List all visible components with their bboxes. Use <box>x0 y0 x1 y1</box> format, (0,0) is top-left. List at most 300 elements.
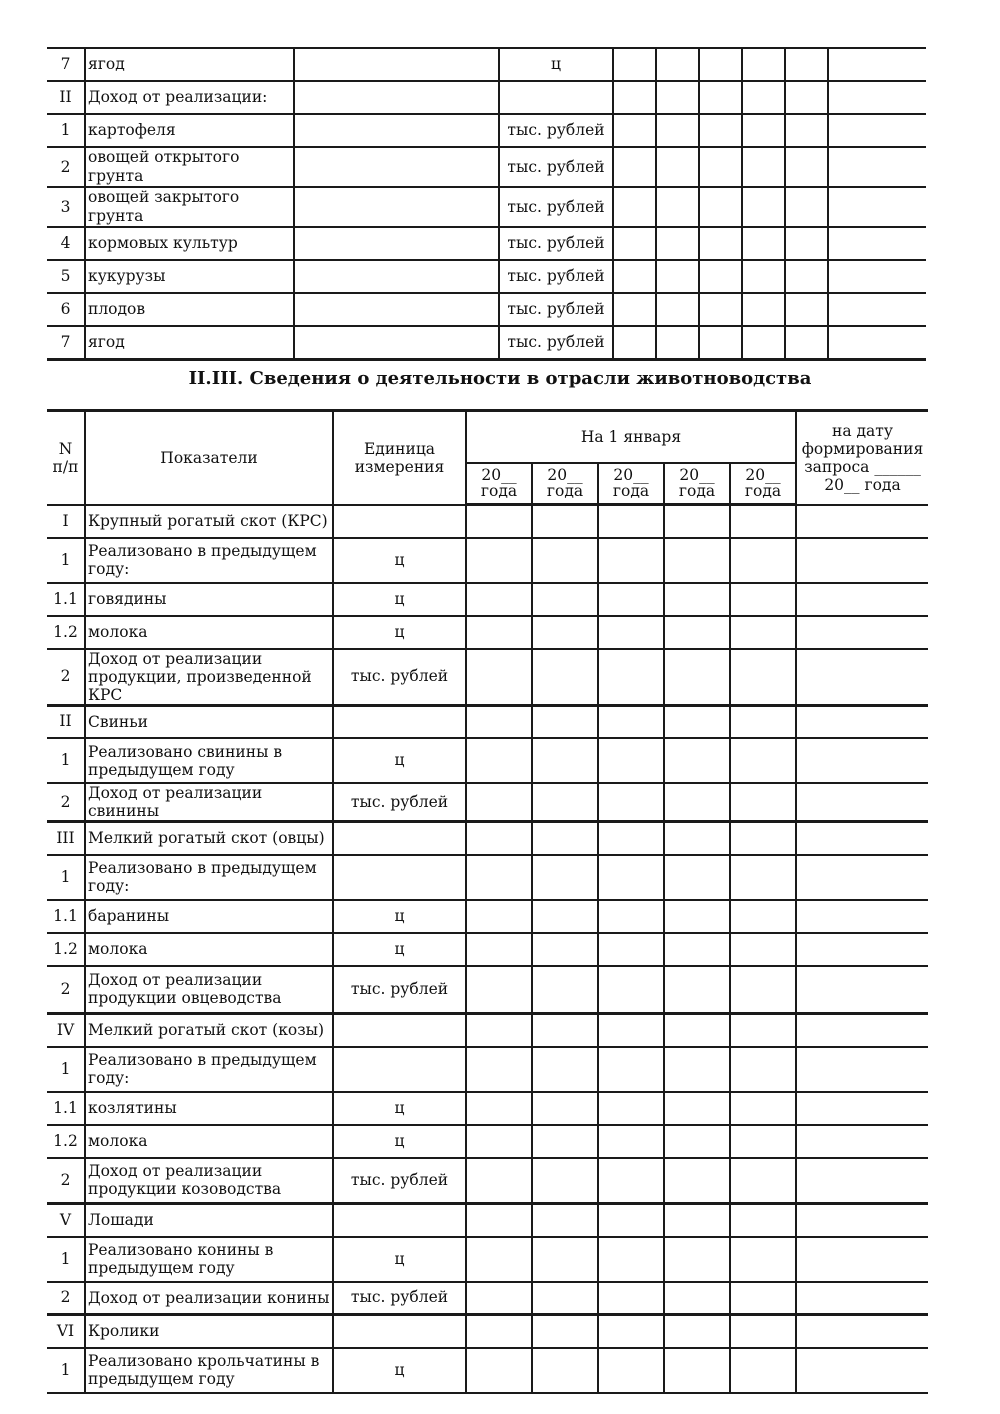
row-unit: ц <box>333 1125 466 1158</box>
value-cell[interactable] <box>656 326 699 360</box>
value-cell[interactable] <box>730 855 796 900</box>
row-unit: тыс. рублей <box>499 114 613 147</box>
value-cell[interactable] <box>730 783 796 822</box>
table-row <box>47 705 928 738</box>
value-cell[interactable] <box>466 1282 532 1315</box>
row-unit: тыс. рублей <box>333 649 466 706</box>
value-cell[interactable] <box>742 81 785 114</box>
header-num: N п/п <box>47 411 85 505</box>
row-number: 1 <box>47 114 85 147</box>
value-cell[interactable] <box>466 1204 532 1237</box>
value-cell[interactable] <box>466 505 532 538</box>
value-cell[interactable] <box>796 966 928 1014</box>
value-cell[interactable] <box>730 1348 796 1393</box>
crop-table-body <box>47 48 926 360</box>
value-cell[interactable] <box>699 48 742 81</box>
value-cell[interactable] <box>828 48 926 81</box>
value-cell[interactable] <box>785 187 828 227</box>
value-cell[interactable] <box>742 293 785 326</box>
value-cell[interactable] <box>828 293 926 326</box>
value-cell[interactable] <box>656 293 699 326</box>
value-cell[interactable] <box>613 326 656 360</box>
row-name: молока <box>85 933 333 966</box>
row-name: Реализовано в предыдущем году: <box>85 538 333 583</box>
row-name: Доход от реализации продукции, произведенной КРС <box>85 649 333 706</box>
value-cell[interactable] <box>598 1204 664 1237</box>
table-row <box>47 616 928 649</box>
value-cell[interactable] <box>598 1125 664 1158</box>
value-cell[interactable] <box>664 1237 730 1282</box>
value-cell[interactable] <box>598 1014 664 1047</box>
value-cell[interactable] <box>730 1204 796 1237</box>
value-cell[interactable] <box>598 1282 664 1315</box>
value-cell[interactable] <box>664 1348 730 1393</box>
table-row <box>47 1204 928 1237</box>
value-cell[interactable] <box>532 1125 598 1158</box>
value-cell[interactable] <box>532 1158 598 1204</box>
row-unit: тыс. рублей <box>499 326 613 360</box>
value-cell[interactable] <box>699 260 742 293</box>
table-row <box>47 1282 928 1315</box>
value-cell[interactable] <box>796 1047 928 1092</box>
value-cell[interactable] <box>742 147 785 187</box>
value-cell[interactable] <box>598 900 664 933</box>
value-cell[interactable] <box>730 1237 796 1282</box>
value-cell[interactable] <box>796 505 928 538</box>
value-cell[interactable] <box>532 738 598 783</box>
blank-cell[interactable] <box>294 293 499 326</box>
value-cell[interactable] <box>664 505 730 538</box>
value-cell[interactable] <box>466 1237 532 1282</box>
row-name: картофеля <box>85 114 294 147</box>
blank-cell[interactable] <box>294 147 499 187</box>
row-unit: тыс. рублей <box>499 293 613 326</box>
value-cell[interactable] <box>466 933 532 966</box>
value-cell[interactable] <box>656 48 699 81</box>
value-cell[interactable] <box>664 1092 730 1125</box>
row-name: Доход от реализации продукции овцеводства <box>85 966 333 1014</box>
value-cell[interactable] <box>796 1092 928 1125</box>
row-name: Реализовано крольчатины в предыдущем году <box>85 1348 333 1393</box>
row-unit <box>333 855 466 900</box>
value-cell[interactable] <box>796 583 928 616</box>
value-cell[interactable] <box>598 738 664 783</box>
row-number: III <box>47 822 85 855</box>
value-cell[interactable] <box>828 187 926 227</box>
row-number: 1 <box>47 1047 85 1092</box>
value-cell[interactable] <box>664 1204 730 1237</box>
header-on-january: На 1 января <box>466 411 796 463</box>
value-cell[interactable] <box>466 783 532 822</box>
table-row <box>47 187 926 227</box>
value-cell[interactable] <box>664 1315 730 1348</box>
value-cell[interactable] <box>532 1014 598 1047</box>
value-cell[interactable] <box>664 1282 730 1315</box>
value-cell[interactable] <box>699 227 742 260</box>
row-name: Доход от реализации: <box>85 81 294 114</box>
row-number: II <box>47 705 85 738</box>
value-cell[interactable] <box>598 649 664 706</box>
row-unit: ц <box>499 48 613 81</box>
row-unit: ц <box>333 616 466 649</box>
value-cell[interactable] <box>532 1237 598 1282</box>
value-cell[interactable] <box>598 933 664 966</box>
row-name: кормовых культур <box>85 227 294 260</box>
value-cell[interactable] <box>656 187 699 227</box>
row-unit: тыс. рублей <box>499 187 613 227</box>
row-number: 1 <box>47 855 85 900</box>
row-number: 1.2 <box>47 1125 85 1158</box>
value-cell[interactable] <box>656 114 699 147</box>
row-number: 3 <box>47 187 85 227</box>
value-cell[interactable] <box>598 616 664 649</box>
row-name: ягод <box>85 326 294 360</box>
value-cell[interactable] <box>598 1237 664 1282</box>
value-cell[interactable] <box>466 1047 532 1092</box>
value-cell[interactable] <box>785 326 828 360</box>
value-cell[interactable] <box>730 738 796 783</box>
value-cell[interactable] <box>664 966 730 1014</box>
value-cell[interactable] <box>598 1158 664 1204</box>
value-cell[interactable] <box>730 933 796 966</box>
header-unit: Единица измерения <box>333 411 466 505</box>
value-cell[interactable] <box>796 855 928 900</box>
row-unit: ц <box>333 933 466 966</box>
row-number: 2 <box>47 649 85 706</box>
value-cell[interactable] <box>742 326 785 360</box>
value-cell[interactable] <box>664 783 730 822</box>
value-cell[interactable] <box>742 48 785 81</box>
value-cell[interactable] <box>532 1092 598 1125</box>
row-unit <box>333 705 466 738</box>
row-number: VI <box>47 1315 85 1348</box>
value-cell[interactable] <box>796 1348 928 1393</box>
row-name: Доход от реализации свинины <box>85 783 333 822</box>
value-cell[interactable] <box>664 705 730 738</box>
livestock-table-body <box>47 411 928 1393</box>
value-cell[interactable] <box>466 1014 532 1047</box>
value-cell[interactable] <box>466 1158 532 1204</box>
value-cell[interactable] <box>613 48 656 81</box>
blank-cell[interactable] <box>294 48 499 81</box>
value-cell[interactable] <box>466 966 532 1014</box>
value-cell[interactable] <box>742 114 785 147</box>
value-cell[interactable] <box>796 1282 928 1315</box>
table-row <box>47 260 926 293</box>
value-cell[interactable] <box>730 1014 796 1047</box>
value-cell[interactable] <box>598 783 664 822</box>
value-cell[interactable] <box>613 187 656 227</box>
blank-cell[interactable] <box>294 187 499 227</box>
value-cell[interactable] <box>699 326 742 360</box>
value-cell[interactable] <box>730 966 796 1014</box>
table-row <box>47 147 926 187</box>
value-cell[interactable] <box>785 81 828 114</box>
value-cell[interactable] <box>656 260 699 293</box>
row-unit: ц <box>333 900 466 933</box>
value-cell[interactable] <box>613 81 656 114</box>
value-cell[interactable] <box>532 616 598 649</box>
table-row <box>47 293 926 326</box>
row-name: Кролики <box>85 1315 333 1348</box>
value-cell[interactable] <box>730 649 796 706</box>
row-number: 1 <box>47 1237 85 1282</box>
value-cell[interactable] <box>598 538 664 583</box>
row-name: молока <box>85 1125 333 1158</box>
value-cell[interactable] <box>828 81 926 114</box>
value-cell[interactable] <box>656 81 699 114</box>
table-row <box>47 738 928 783</box>
value-cell[interactable] <box>598 505 664 538</box>
value-cell[interactable] <box>466 538 532 583</box>
value-cell[interactable] <box>466 1315 532 1348</box>
value-cell[interactable] <box>466 738 532 783</box>
table-row <box>47 1315 928 1348</box>
value-cell[interactable] <box>796 649 928 706</box>
row-name: Доход от реализации продукции козоводства <box>85 1158 333 1204</box>
row-unit <box>333 505 466 538</box>
value-cell[interactable] <box>785 293 828 326</box>
row-number: IV <box>47 1014 85 1047</box>
livestock-table <box>47 409 928 1394</box>
table-row <box>47 822 928 855</box>
table-row <box>47 1014 928 1047</box>
row-unit: ц <box>333 738 466 783</box>
row-unit <box>333 1047 466 1092</box>
row-name: ягод <box>85 48 294 81</box>
value-cell[interactable] <box>785 260 828 293</box>
row-name: Реализовано конины в предыдущем году <box>85 1237 333 1282</box>
row-number: 5 <box>47 260 85 293</box>
row-name: баранины <box>85 900 333 933</box>
row-number: 1.1 <box>47 900 85 933</box>
value-cell[interactable] <box>664 1014 730 1047</box>
value-cell[interactable] <box>796 822 928 855</box>
row-name: козлятины <box>85 1092 333 1125</box>
row-number: 1 <box>47 1348 85 1393</box>
value-cell[interactable] <box>730 822 796 855</box>
value-cell[interactable] <box>466 583 532 616</box>
value-cell[interactable] <box>598 705 664 738</box>
value-cell[interactable] <box>742 187 785 227</box>
row-name: кукурузы <box>85 260 294 293</box>
value-cell[interactable] <box>466 1125 532 1158</box>
value-cell[interactable] <box>742 227 785 260</box>
value-cell[interactable] <box>532 538 598 583</box>
value-cell[interactable] <box>598 1092 664 1125</box>
row-unit: тыс. рублей <box>333 783 466 822</box>
blank-cell[interactable] <box>294 227 499 260</box>
value-cell[interactable] <box>613 147 656 187</box>
value-cell[interactable] <box>466 649 532 706</box>
value-cell[interactable] <box>796 933 928 966</box>
value-cell[interactable] <box>730 900 796 933</box>
value-cell[interactable] <box>532 783 598 822</box>
value-cell[interactable] <box>532 966 598 1014</box>
value-cell[interactable] <box>796 616 928 649</box>
value-cell[interactable] <box>532 649 598 706</box>
value-cell[interactable] <box>532 1047 598 1092</box>
value-cell[interactable] <box>598 822 664 855</box>
value-cell[interactable] <box>532 855 598 900</box>
value-cell[interactable] <box>730 616 796 649</box>
table-row <box>47 933 928 966</box>
section-title: II.III. Сведения о деятельности в отрасли животноводства <box>188 368 812 389</box>
table-row <box>47 1158 928 1204</box>
value-cell[interactable] <box>664 649 730 706</box>
value-cell[interactable] <box>664 1125 730 1158</box>
value-cell[interactable] <box>730 1125 796 1158</box>
row-name: Крупный рогатый скот (КРС) <box>85 505 333 538</box>
value-cell[interactable] <box>664 538 730 583</box>
value-cell[interactable] <box>730 705 796 738</box>
value-cell[interactable] <box>730 583 796 616</box>
value-cell[interactable] <box>664 900 730 933</box>
value-cell[interactable] <box>664 1047 730 1092</box>
value-cell[interactable] <box>785 147 828 187</box>
table-row <box>47 326 926 360</box>
value-cell[interactable] <box>532 822 598 855</box>
value-cell[interactable] <box>532 1204 598 1237</box>
value-cell[interactable] <box>664 1158 730 1204</box>
value-cell[interactable] <box>730 505 796 538</box>
value-cell[interactable] <box>598 1315 664 1348</box>
value-cell[interactable] <box>730 538 796 583</box>
value-cell[interactable] <box>730 1158 796 1204</box>
blank-cell[interactable] <box>294 260 499 293</box>
table-row <box>47 227 926 260</box>
row-unit <box>499 81 613 114</box>
value-cell[interactable] <box>796 738 928 783</box>
row-number: 2 <box>47 1282 85 1315</box>
value-cell[interactable] <box>532 1282 598 1315</box>
value-cell[interactable] <box>598 855 664 900</box>
header-year-4: 20__ года <box>664 463 730 505</box>
value-cell[interactable] <box>699 147 742 187</box>
value-cell[interactable] <box>664 738 730 783</box>
value-cell[interactable] <box>785 48 828 81</box>
row-number: V <box>47 1204 85 1237</box>
value-cell[interactable] <box>466 1092 532 1125</box>
value-cell[interactable] <box>466 900 532 933</box>
value-cell[interactable] <box>796 1237 928 1282</box>
value-cell[interactable] <box>466 616 532 649</box>
value-cell[interactable] <box>532 900 598 933</box>
row-number: 1.1 <box>47 1092 85 1125</box>
value-cell[interactable] <box>730 1315 796 1348</box>
value-cell[interactable] <box>656 147 699 187</box>
blank-cell[interactable] <box>294 81 499 114</box>
row-number: 7 <box>47 326 85 360</box>
row-number: 4 <box>47 227 85 260</box>
value-cell[interactable] <box>532 583 598 616</box>
value-cell[interactable] <box>664 933 730 966</box>
row-name: Свиньи <box>85 705 333 738</box>
row-unit: ц <box>333 1092 466 1125</box>
blank-cell[interactable] <box>294 326 499 360</box>
value-cell[interactable] <box>466 1348 532 1393</box>
value-cell[interactable] <box>828 147 926 187</box>
value-cell[interactable] <box>699 114 742 147</box>
row-unit <box>333 822 466 855</box>
value-cell[interactable] <box>796 1204 928 1237</box>
value-cell[interactable] <box>532 933 598 966</box>
table-row <box>47 966 928 1014</box>
row-unit: ц <box>333 1237 466 1282</box>
value-cell[interactable] <box>730 1092 796 1125</box>
value-cell[interactable] <box>598 1348 664 1393</box>
value-cell[interactable] <box>785 114 828 147</box>
value-cell[interactable] <box>532 705 598 738</box>
value-cell[interactable] <box>796 783 928 822</box>
value-cell[interactable] <box>664 616 730 649</box>
value-cell[interactable] <box>532 1315 598 1348</box>
value-cell[interactable] <box>466 855 532 900</box>
value-cell[interactable] <box>598 966 664 1014</box>
value-cell[interactable] <box>796 1125 928 1158</box>
value-cell[interactable] <box>828 227 926 260</box>
value-cell[interactable] <box>466 705 532 738</box>
table-row <box>47 538 928 583</box>
row-name: овощей закрытого грунта <box>85 187 294 227</box>
header-year-2: 20__ года <box>532 463 598 505</box>
value-cell[interactable] <box>730 1047 796 1092</box>
value-cell[interactable] <box>613 260 656 293</box>
row-number: I <box>47 505 85 538</box>
value-cell[interactable] <box>699 81 742 114</box>
header-year-5: 20__ года <box>730 463 796 505</box>
table-row <box>47 900 928 933</box>
value-cell[interactable] <box>828 326 926 360</box>
value-cell[interactable] <box>796 1315 928 1348</box>
table-row <box>47 649 928 706</box>
value-cell[interactable] <box>742 260 785 293</box>
value-cell[interactable] <box>828 114 926 147</box>
value-cell[interactable] <box>613 114 656 147</box>
header-on-date: на дату формирования запроса ______ 20__ года <box>796 411 928 505</box>
blank-cell[interactable] <box>294 114 499 147</box>
value-cell[interactable] <box>796 1158 928 1204</box>
value-cell[interactable] <box>796 705 928 738</box>
value-cell[interactable] <box>785 227 828 260</box>
row-name: овощей открытого грунта <box>85 147 294 187</box>
value-cell[interactable] <box>796 538 928 583</box>
value-cell[interactable] <box>613 227 656 260</box>
value-cell[interactable] <box>613 293 656 326</box>
value-cell[interactable] <box>664 822 730 855</box>
row-unit: тыс. рублей <box>499 260 613 293</box>
value-cell[interactable] <box>532 505 598 538</box>
row-name: Лошади <box>85 1204 333 1237</box>
value-cell[interactable] <box>796 1014 928 1047</box>
header-row <box>47 411 928 463</box>
value-cell[interactable] <box>598 583 664 616</box>
table-row <box>47 1125 928 1158</box>
value-cell[interactable] <box>730 1282 796 1315</box>
value-cell[interactable] <box>699 293 742 326</box>
value-cell[interactable] <box>656 227 699 260</box>
value-cell[interactable] <box>532 1348 598 1393</box>
value-cell[interactable] <box>664 583 730 616</box>
value-cell[interactable] <box>796 900 928 933</box>
value-cell[interactable] <box>466 822 532 855</box>
value-cell[interactable] <box>598 1047 664 1092</box>
value-cell[interactable] <box>828 260 926 293</box>
value-cell[interactable] <box>664 855 730 900</box>
value-cell[interactable] <box>699 187 742 227</box>
row-number: II <box>47 81 85 114</box>
table-row <box>47 583 928 616</box>
